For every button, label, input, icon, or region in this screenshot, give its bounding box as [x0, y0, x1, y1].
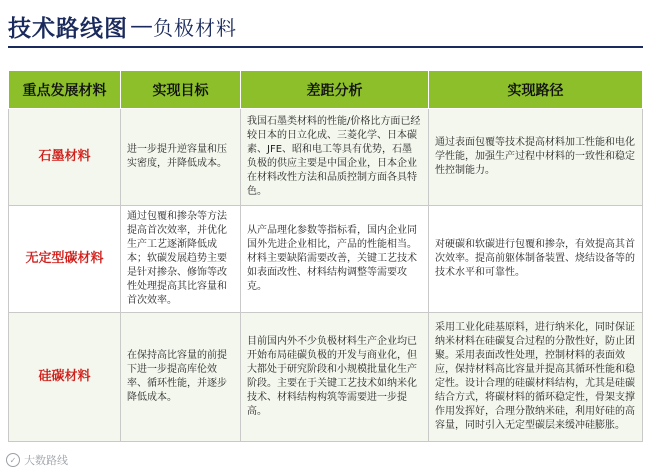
logo-icon: ✓ — [6, 453, 20, 467]
table-row — [9, 206, 643, 313]
column-header-gap: 差距分析 — [241, 71, 429, 109]
table-header-row — [9, 71, 643, 109]
title-main: 技术路线图 — [8, 15, 128, 42]
page-title — [8, 6, 237, 46]
material-cell: 硅碳材料 — [9, 313, 121, 442]
column-header-path: 实现路径 — [429, 71, 643, 109]
goal-cell: 在保持高比容量的前提下进一步提高库伦效率、循环性能，并逐步降低成本。 — [121, 313, 241, 442]
title-subtitle: 负极材料 — [153, 15, 237, 40]
gap-cell: 从产品理化参数等指标看，国内企业同国外先进企业相比，产品的性能相当。材料主要缺陷需要改善，关键工艺技术如表面改性、材料结构调整等需要攻克。 — [241, 206, 429, 313]
material-cell: 无定型碳材料 — [9, 206, 121, 313]
material-cell: 石墨材料 — [9, 109, 121, 206]
table-row — [9, 109, 643, 206]
path-cell: 通过表面包覆等技术提高材料加工性能和电化学性能，加强生产过程中材料的一致性和稳定性控制能力。 — [429, 109, 643, 206]
title-dash: — — [130, 13, 153, 39]
gap-cell: 目前国内外不少负极材料生产企业均已开始布局硅碳负极的开发与商业化，但大都处于研究阶段和小规模批量化生产阶段。主要在于关键工艺技术如纳米化技术、材料结构构筑等需要进一步提高。 — [241, 313, 429, 442]
table-row — [9, 313, 643, 442]
path-cell: 对硬碳和软碳进行包覆和掺杂，有效提高其首次效率。提高前躯体制备装置、烧结设备等的技术水平和可靠性。 — [429, 206, 643, 313]
column-header-goal: 实现目标 — [121, 71, 241, 109]
goal-cell: 进一步提升逆容量和压实密度，并降低成本。 — [121, 109, 241, 206]
gap-cell: 我国石墨类材料的性能/价格比方面已经较日本的日立化成、三菱化学、日本碳素、JFE、昭和电工等具有优势，石墨负极的供应主要是中国企业，日本企业在材料改性方法和品质控制方面各具特色。 — [241, 109, 429, 206]
path-cell: 采用工业化硅基原料，进行纳米化，同时保证纳米材料在硅碳复合过程的分散性好，防止团聚。采用表面改性处理，控制材料的表面效应，保持材料高比容量并提高其循环性能和稳定性。设计合理的硅碳材料结构，尤其是硅碳结合方式，将碳材料的循环稳定性，骨架支撑作用发挥好，合理分散纳米硅，利用好硅的高容量，同时引入无定型碳层来缓冲硅膨胀。 — [429, 313, 643, 442]
roadmap-table — [8, 70, 643, 442]
goal-cell: 通过包覆和掺杂等方法提高首次效率，并优化生产工艺逐渐降低成本；软碳发展趋势主要是针对掺杂、修饰等改性处理提高其比容量和首次效率。 — [121, 206, 241, 313]
column-header-material: 重点发展材料 — [9, 71, 121, 109]
watermark-text: 大数路线 — [24, 454, 68, 467]
watermark — [6, 452, 68, 468]
title-divider — [8, 46, 643, 48]
